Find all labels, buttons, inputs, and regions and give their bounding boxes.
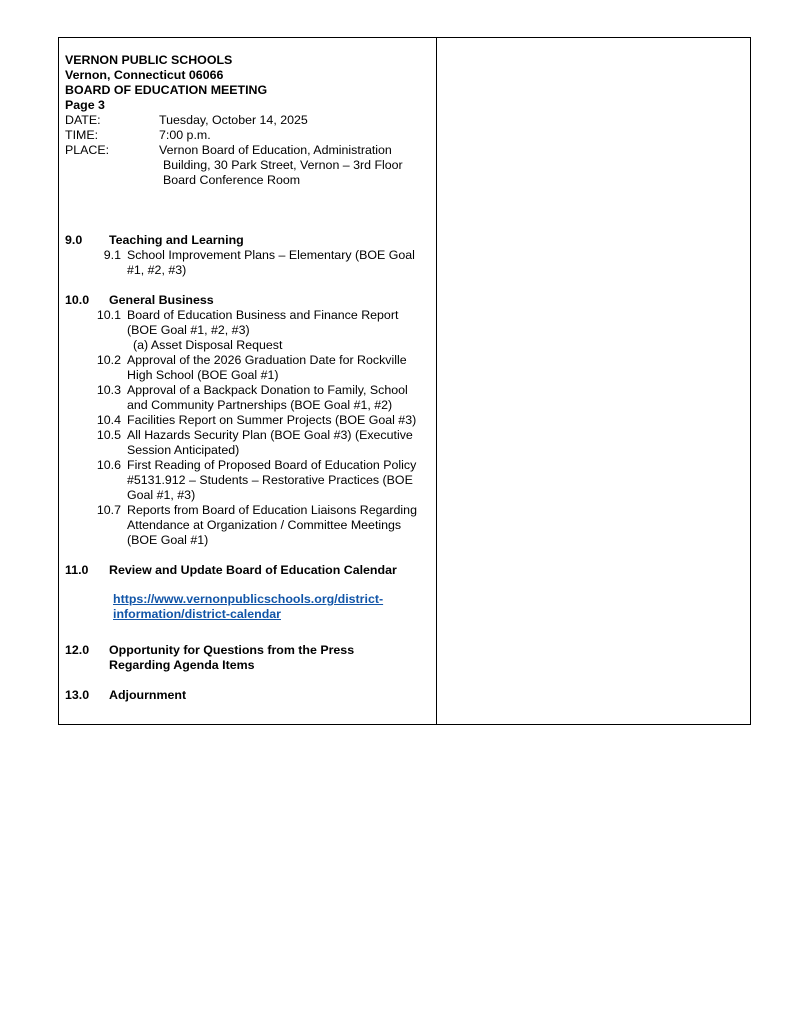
agenda-item	[65, 428, 430, 458]
agenda-item	[65, 383, 430, 413]
section-title	[109, 643, 354, 673]
item-number: 10.2	[96, 353, 121, 367]
right-column	[437, 38, 750, 724]
section-11	[65, 563, 430, 622]
item-number: 10.3	[96, 383, 121, 397]
place-label: PLACE:	[65, 143, 110, 157]
item-text: All Hazards Security Plan (BOE Goal #3) (Executive Session Anticipated)	[127, 428, 413, 457]
section-number: 10.0	[65, 293, 90, 307]
item-text: Reports from Board of Education Liaisons Regarding Attendance at Organization / Committee Meetings (BOE Goal #1)	[127, 503, 417, 547]
meeting-title: BOARD OF EDUCATION MEETING	[65, 83, 268, 97]
agenda-column	[65, 53, 430, 703]
section-title: Adjournment	[109, 688, 187, 702]
agenda-item	[65, 353, 430, 383]
section-title: Review and Update Board of Education Calendar	[109, 563, 397, 577]
section-title-line: Regarding Agenda Items	[109, 658, 255, 672]
item-number: 10.7	[96, 503, 121, 517]
section-heading	[65, 233, 430, 248]
section-heading	[65, 688, 430, 703]
place-line: Building, 30 Park Street, Vernon – 3rd Floor	[163, 158, 403, 172]
section-13	[65, 688, 430, 703]
document-header	[65, 53, 430, 113]
item-number: 10.1	[96, 308, 121, 322]
item-text: First Reading of Proposed Board of Education Policy #5131.912 – Students – Restorative Practices (BOE Goal #1, #3)	[127, 458, 417, 502]
item-number: 10.6	[96, 458, 121, 472]
section-12	[65, 643, 430, 673]
place-line: Board Conference Room	[163, 173, 301, 187]
item-number: 10.4	[96, 413, 121, 427]
date-row	[65, 113, 430, 128]
agenda-item	[65, 308, 430, 338]
calendar-link-block	[65, 592, 430, 622]
agenda-table	[58, 37, 751, 725]
calendar-link[interactable]: https://www.vernonpublicschools.org/district-	[113, 592, 384, 606]
item-number: 10.5	[96, 428, 121, 442]
agenda-item	[65, 413, 430, 428]
section-title: General Business	[109, 293, 214, 307]
item-number: 9.1	[103, 248, 121, 262]
org-name: VERNON PUBLIC SCHOOLS	[65, 53, 233, 67]
sub-item: (a) Asset Disposal Request	[133, 338, 283, 352]
section-number: 11.0	[65, 563, 89, 577]
item-text: Approval of the 2026 Graduation Date for Rockville High School (BOE Goal #1)	[127, 353, 407, 382]
item-text: School Improvement Plans – Elementary (BOE Goal #1, #2, #3)	[127, 248, 415, 277]
time-row	[65, 128, 430, 143]
agenda-item	[65, 503, 430, 548]
section-number: 13.0	[65, 688, 90, 702]
place-row	[65, 143, 430, 188]
calendar-link[interactable]: information/district-calendar	[113, 607, 281, 621]
section-heading	[65, 563, 430, 578]
date-label: DATE:	[65, 113, 101, 127]
item-text: Facilities Report on Summer Projects (BOE Goal #3)	[127, 413, 417, 427]
section-10	[65, 293, 430, 548]
date-value: Tuesday, October 14, 2025	[159, 113, 308, 127]
section-title-line: Opportunity for Questions from the Press	[109, 643, 355, 657]
section-9	[65, 233, 430, 278]
time-label: TIME:	[65, 128, 99, 142]
meeting-details	[65, 113, 430, 188]
item-text: Board of Education Business and Finance Report (BOE Goal #1, #2, #3)	[127, 308, 399, 337]
time-value: 7:00 p.m.	[159, 128, 211, 142]
agenda-item	[65, 458, 430, 503]
place-value	[159, 143, 419, 188]
section-number: 9.0	[65, 233, 83, 247]
item-text: Approval of a Backpack Donation to Family, School and Community Partnerships (BOE Goal #1, #2)	[127, 383, 408, 412]
org-location: Vernon, Connecticut 06066	[65, 68, 224, 82]
section-heading	[65, 643, 430, 673]
section-heading	[65, 293, 430, 308]
agenda-item	[65, 248, 430, 278]
place-line: Vernon Board of Education, Administration	[159, 143, 392, 157]
page-number: Page 3	[65, 98, 105, 112]
section-number: 12.0	[65, 643, 90, 657]
section-title: Teaching and Learning	[109, 233, 244, 247]
